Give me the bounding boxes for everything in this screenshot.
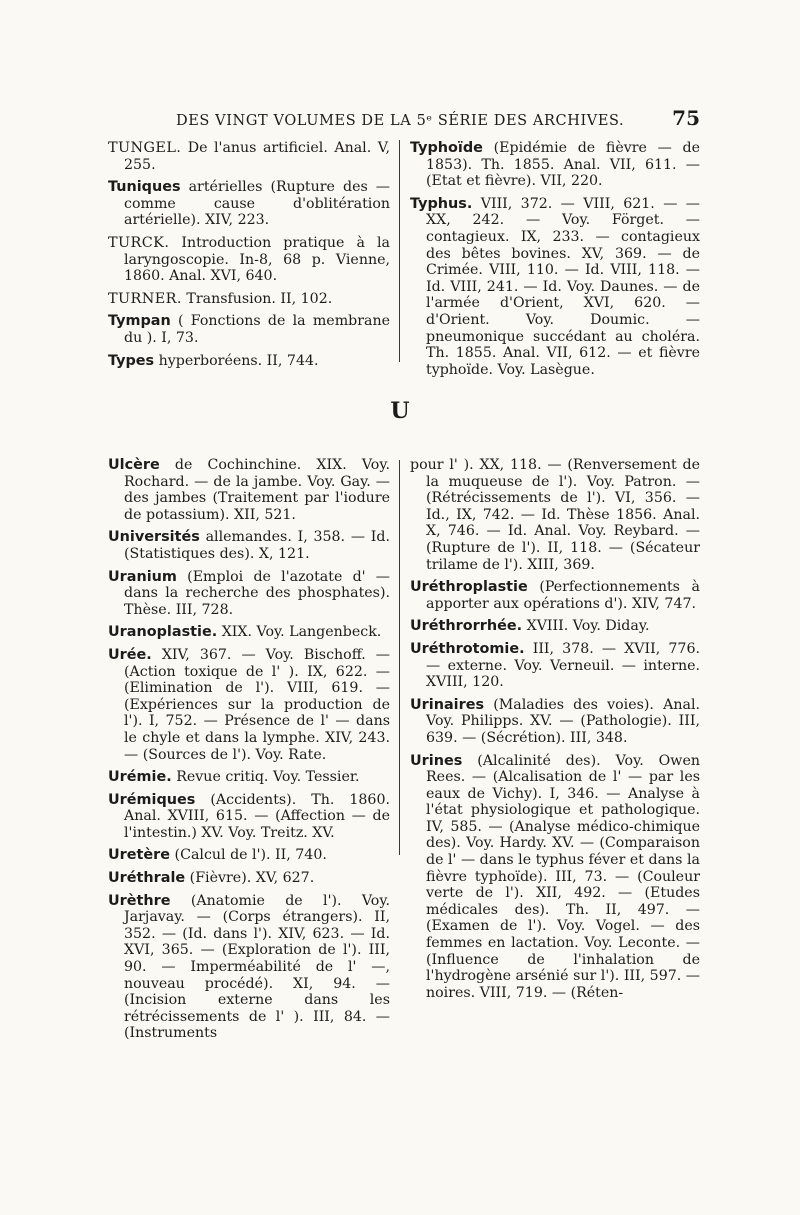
column-divider-bottom xyxy=(399,460,400,855)
entry-headword: Uranoplastie. xyxy=(108,624,218,641)
index-entry xyxy=(410,196,700,379)
entry-text: hyperboréens. II, 744. xyxy=(154,352,319,369)
entry-headword: Uréthrotomie. xyxy=(410,640,525,657)
entry-text: VIII, 372. — VIII, 621. — — XX, 242. — Voy. Förget. — contagieux. IX, 233. — contagieux des bêtes bovines. XV, 369. — de Crimée. VIII, 110. — Id. VIII, 118. — Id. VIII, 241. — Id. Voy. Daunes. — de l'armée d'Orient, XVI, 620. — d'Orient. Voy. Doumic. — pneumonique succédant au choléra. Th. 1855. Anal. VII, 612. — et fièvre typhoïde. Voy. Lasègue. xyxy=(426,195,700,378)
index-entry xyxy=(108,847,390,864)
entry-text: (Maladies des voies). Anal. Voy. Philipps. XV. — (Pathologie). III, 639. — (Sécrétion). III, 348. xyxy=(426,696,700,746)
index-entry xyxy=(108,353,390,370)
entry-text: (Fièvre). XV, 627. xyxy=(185,870,315,887)
entry-headword: Tympan xyxy=(108,313,171,330)
index-entry xyxy=(108,457,390,523)
running-header xyxy=(100,106,700,130)
section-letter: U xyxy=(390,398,410,424)
entry-headword: TUNGEL. xyxy=(108,140,182,156)
entry-headword: Types xyxy=(108,352,155,369)
index-entry xyxy=(108,569,390,619)
entry-headword: Typhus. xyxy=(410,195,473,212)
index-entry xyxy=(108,179,390,229)
entry-text: pour l' ). XX, 118. — (Renversement de la muqueuse de l'). Voy. Patron. — (Rétrécissements de l'). VI, 356. — Id., IX, 742. — Id. Thèse 1856. Anal. X, 746. — Id. Anal. Voy. Reybard. — (Rupture de l'). II, 118. — (Sécateur trilame de l'). XIII, 369. xyxy=(410,457,700,573)
top-right-column xyxy=(410,140,700,384)
entry-headword: Uréthrorrhée. xyxy=(410,618,523,635)
entry-headword: Tuniques xyxy=(108,179,181,196)
entry-text: (Perfectionnements à apporter aux opérations d'). XIV, 747. xyxy=(426,579,700,612)
index-entry xyxy=(410,457,700,573)
entry-headword: TURNER. xyxy=(108,290,182,307)
entry-headword: Urémie. xyxy=(108,769,172,786)
entry-text: (Alcalinité des). Voy. Owen Rees. — (Alcalisation de l' — par les eaux de Vichy). I, 346. — Analyse à l'état physiologique et pathologique. IV, 585. — (Analyse médico-chimique des). Voy. Hardy. XV. — (Comparaison de l' — dans le typhus féver et dans la fièvre typhoïde). III, 73. — (Couleur verte de l'). XII, 492. — (Etudes médicales des). Th. II, 497. — (Examen de l'). Voy. Vogel. — des femmes en lactation. Voy. Leconte. — (Influence de l'inhalation de l'hydrogène arsénié sur l'). III, 597. — noires. VIII, 719. — (Réten- xyxy=(426,752,700,1001)
entry-text: (Accidents). Th. 1860. Anal. XVIII, 615. — (Affection — de l'intestin.) XV. Voy. Treitz. XV. xyxy=(124,791,390,841)
entry-text: Introduction pratique à la laryngoscopie. In-8, 68 p. Vienne, 1860. Anal. XVI, 640. xyxy=(124,234,390,285)
index-entry xyxy=(108,792,390,842)
bottom-left-column xyxy=(108,457,390,1048)
entry-text: artérielles (Rupture des — comme cause d'oblitération artérielle). XIV, 223. xyxy=(124,179,390,229)
entry-headword: Urèthre xyxy=(108,892,171,909)
entry-headword: Urée. xyxy=(108,646,152,663)
entry-headword: Ulcère xyxy=(108,457,160,473)
entry-headword: Uréthroplastie xyxy=(410,579,528,596)
index-entry xyxy=(108,624,390,641)
index-entry xyxy=(410,618,700,635)
entry-text: allemandes. I, 358. — Id. (Statistiques des). X, 121. xyxy=(124,529,390,562)
index-entry xyxy=(410,579,700,612)
entry-headword: Uréthrale xyxy=(108,870,186,887)
index-entry xyxy=(108,870,390,887)
entry-headword: TURCK. xyxy=(108,234,170,251)
index-entry xyxy=(410,753,700,1002)
bottom-right-column xyxy=(410,457,700,1007)
entry-text: Transfusion. II, 102. xyxy=(181,290,333,307)
entry-headword: Uretère xyxy=(108,847,171,864)
entry-headword: Urémiques xyxy=(108,791,196,808)
top-left-column xyxy=(108,140,390,375)
entry-text: (Anatomie de l'). Voy. Jarjavay. — (Corps étrangers). II, 352. — (Id. dans l'). XIV, 623. — Id. XVI, 365. — (Exploration de l'). III, 90. — Imperméabilité de l' —, nouveau procédé). XI, 94. — (Incision externe dans les rétrécissements de l' ). III, 84. — (Instruments xyxy=(124,892,390,1042)
index-entry xyxy=(108,647,390,763)
entry-text: De l'anus artificiel. Anal. V, 255. xyxy=(124,140,390,173)
index-entry xyxy=(108,313,390,346)
entry-text: (Emploi de l'azotate d' — dans la recherche des phosphates). Thèse. III, 728. xyxy=(124,568,390,618)
entry-headword: Typhoïde xyxy=(410,140,483,156)
entry-headword: Urinaires xyxy=(410,696,485,713)
index-entry xyxy=(410,140,700,190)
entry-text: XVIII. Voy. Diday. xyxy=(522,618,650,635)
index-entry xyxy=(108,529,390,562)
entry-text: Revue critiq. Voy. Tessier. xyxy=(171,769,360,786)
index-entry xyxy=(108,769,390,786)
index-entry xyxy=(108,291,390,308)
index-entry xyxy=(108,893,390,1042)
entry-headword: Uranium xyxy=(108,568,177,585)
entry-text: (Calcul de l'). II, 740. xyxy=(170,847,327,864)
page-number: 75 xyxy=(672,106,700,130)
running-title: DES VINGT VOLUMES DE LA 5ᵉ SÉRIE DES ARCHIVES. xyxy=(176,113,625,129)
index-entry xyxy=(108,140,390,173)
index-entry xyxy=(410,697,700,747)
entry-text: ( Fonctions de la membrane du ). I, 73. xyxy=(124,313,390,346)
entry-text: III, 378. — XVII, 776. — externe. Voy. Verneuil. — interne. XVIII, 120. xyxy=(426,640,700,691)
entry-headword: Universités xyxy=(108,529,200,546)
entry-text: de Cochinchine. XIX. Voy. Rochard. — de la jambe. Voy. Gay. — des jambes (Traitement par l'iodure de potassium). XII, 521. xyxy=(124,457,390,523)
index-entry xyxy=(108,235,390,285)
column-divider-top xyxy=(399,140,400,362)
page xyxy=(100,0,700,1215)
index-entry xyxy=(410,641,700,691)
entry-text: XIV, 367. — Voy. Bischoff. — (Action toxique de l' ). IX, 622. — (Elimination de l'). VIII, 619. — (Expériences sur la production de l'). I, 752. — Présence de l' — dans le chyle et dans la lymphe. XIV, 243. — (Sources de l'). Voy. Rate. xyxy=(124,646,390,763)
entry-text: (Epidémie de fièvre — de 1853). Th. 1855. Anal. VII, 611. — (Etat et fièvre). VII, 220. xyxy=(426,140,700,190)
entry-text: XIX. Voy. Langenbeck. xyxy=(217,624,382,641)
entry-headword: Urines xyxy=(410,752,463,769)
